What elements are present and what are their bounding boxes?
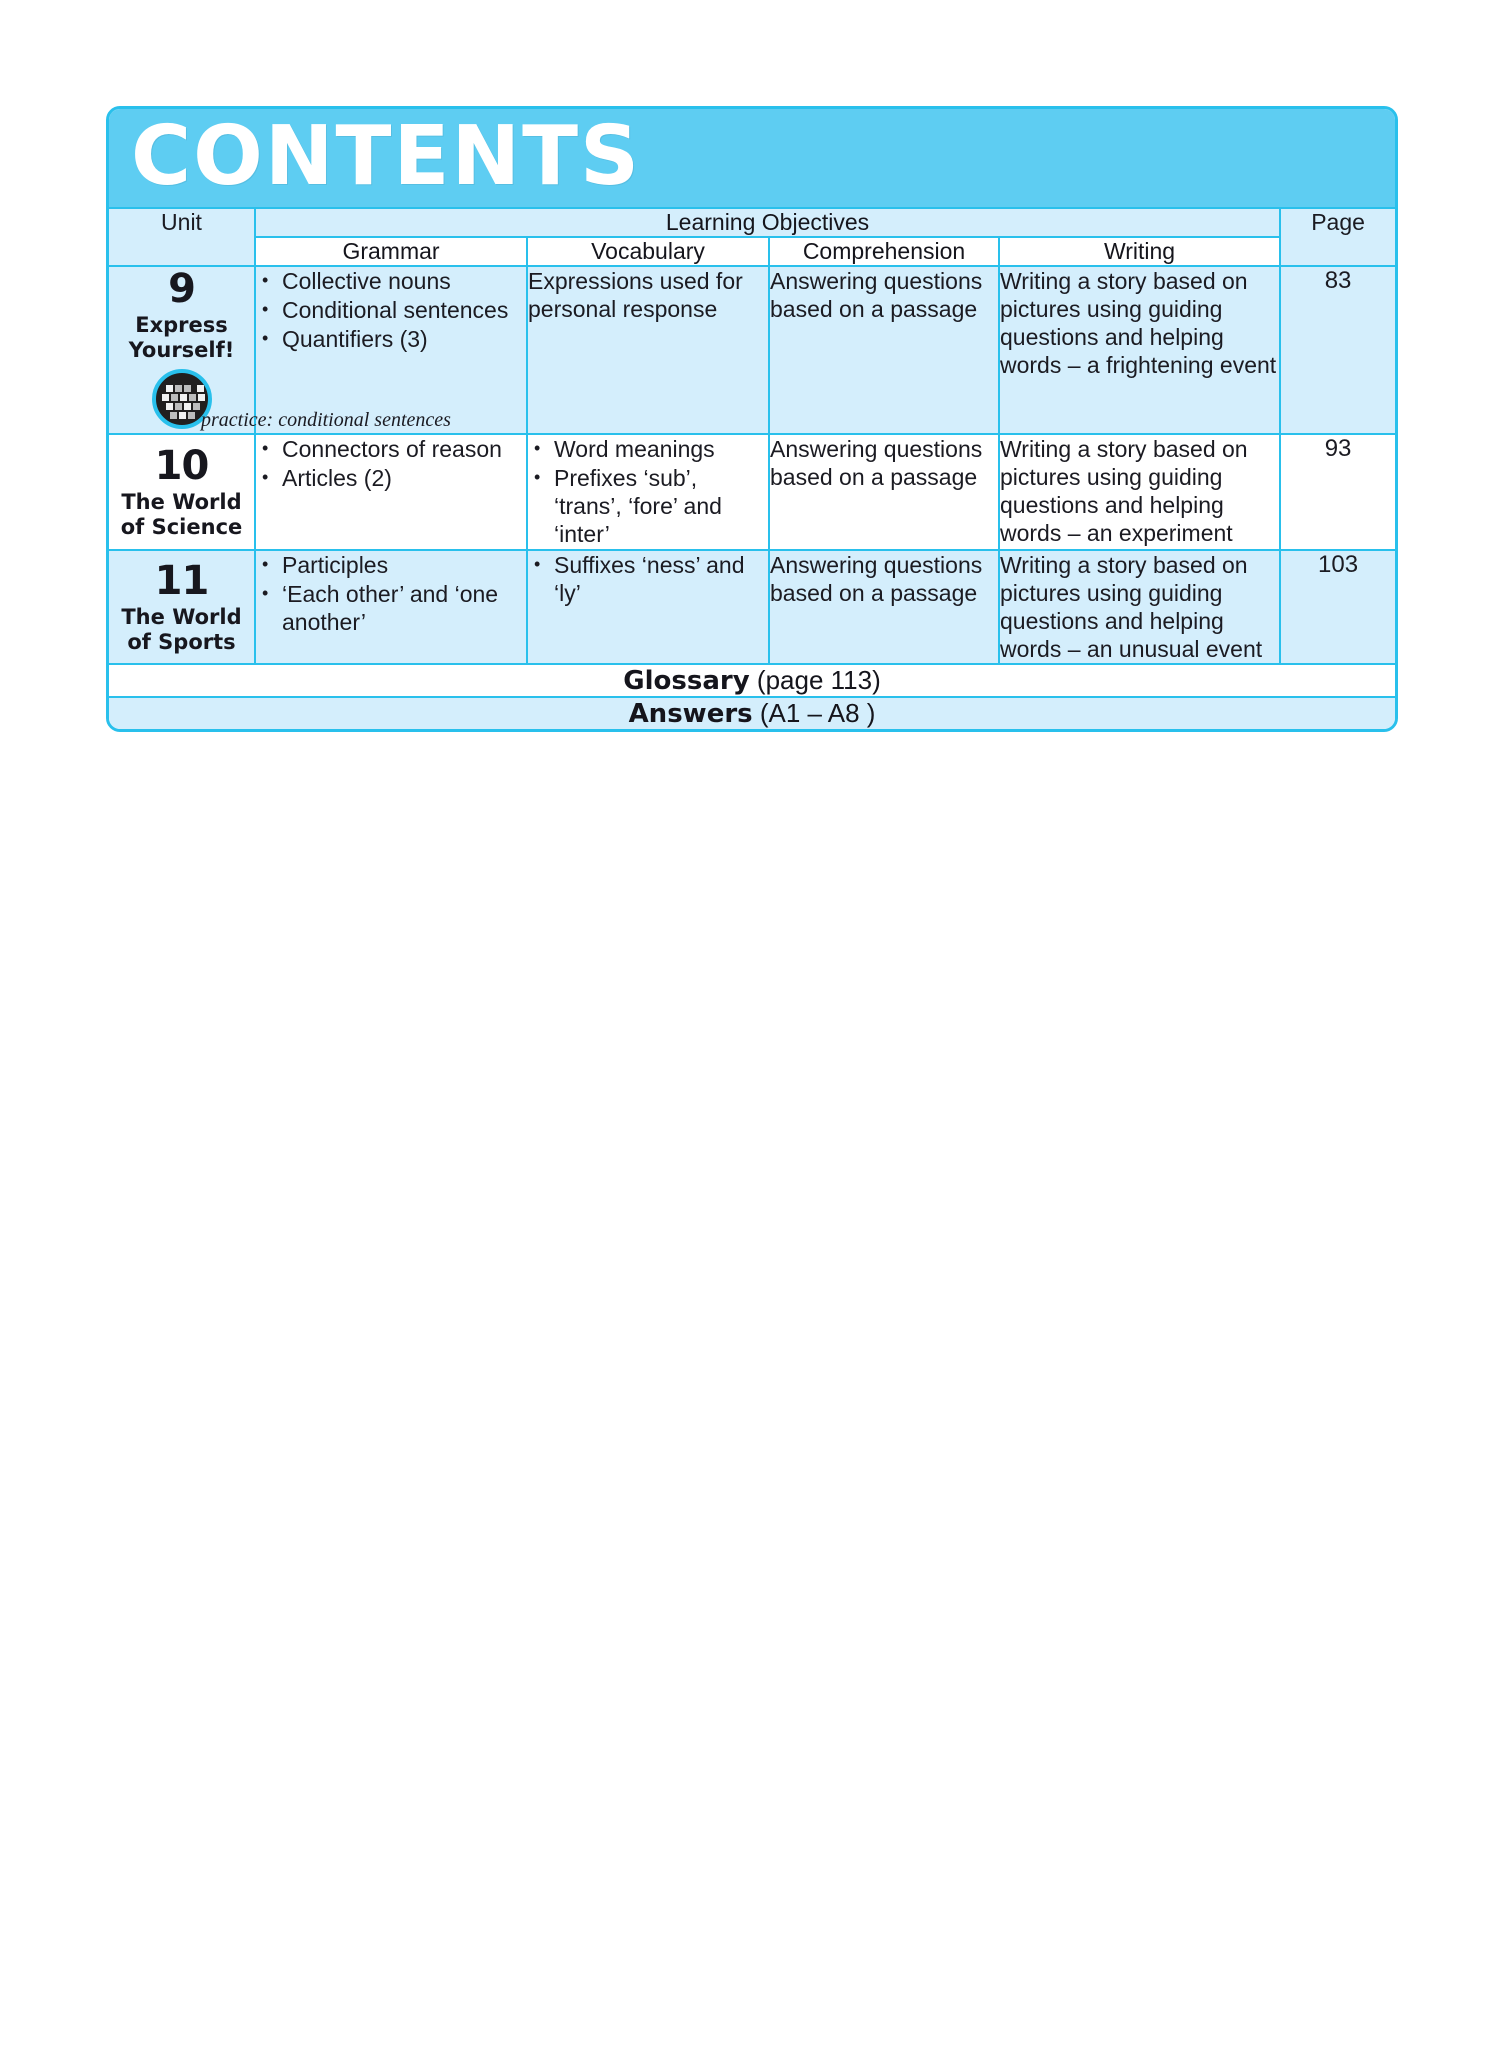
- glossary-label: Glossary: [623, 666, 750, 696]
- grammar-cell: [255, 550, 527, 664]
- table-row-glossary: [109, 664, 1395, 697]
- unit-title-line1: The World: [121, 605, 242, 629]
- unit-number: 10: [154, 443, 209, 489]
- unit-title-line2: Yourself!: [128, 338, 235, 362]
- unit-title-line2: of Sports: [127, 630, 236, 654]
- list-item: • Articles (2): [256, 464, 526, 492]
- page-number-cell: 93: [1280, 434, 1395, 550]
- header-vocabulary: Vocabulary: [527, 237, 769, 266]
- header-learning-objectives: Learning Objectives: [255, 208, 1280, 237]
- vocabulary-cell: [527, 550, 769, 664]
- comprehension-text: Answering questions based on a passage: [770, 436, 983, 490]
- unit-title-line1: Express: [135, 313, 228, 337]
- list-item: • ‘Each other’ and ‘one another’: [256, 580, 526, 636]
- list-item: • Word meanings: [528, 435, 768, 463]
- grammar-list: [256, 267, 526, 353]
- writing-cell: [999, 550, 1280, 664]
- writing-text: Writing a story based on pictures using guiding questions and helping words – an unusual event: [1000, 552, 1263, 662]
- page-title: CONTENTS: [131, 109, 642, 204]
- vocabulary-text: Expressions used for personal response: [528, 268, 743, 322]
- vocabulary-list: [528, 551, 768, 607]
- list-item: • Suffixes ‘ness’ and ‘ly’: [528, 551, 768, 607]
- comprehension-text: Answering questions based on a passage: [770, 268, 983, 322]
- writing-text: Writing a story based on pictures using guiding questions and helping words – an experiment: [1000, 436, 1248, 546]
- comprehension-cell: [769, 266, 999, 434]
- table-header-row-top: [109, 208, 1395, 237]
- answers-row: [109, 697, 1395, 729]
- contents-table: [109, 207, 1395, 729]
- unit-number: 9: [168, 266, 195, 312]
- grammar-list: [256, 435, 526, 492]
- list-item: • Conditional sentences: [256, 296, 526, 324]
- answers-range: (A1 – A8 ): [752, 698, 876, 728]
- list-item: • Connectors of reason: [256, 435, 526, 463]
- table-row: [109, 434, 1395, 550]
- comprehension-text: Answering questions based on a passage: [770, 552, 983, 606]
- header-writing: Writing: [999, 237, 1280, 266]
- practice-note: practice: conditional sentences: [201, 409, 451, 431]
- table-header-row-sub: [109, 237, 1395, 266]
- unit-number: 11: [154, 558, 209, 604]
- header-comprehension: Comprehension: [769, 237, 999, 266]
- header-page: Page: [1280, 208, 1395, 266]
- list-item: • Collective nouns: [256, 267, 526, 295]
- writing-cell: [999, 434, 1280, 550]
- unit-cell: [109, 434, 255, 550]
- header-grammar: Grammar: [255, 237, 527, 266]
- table-row: [109, 266, 1395, 434]
- glossary-page: (page 113): [749, 665, 881, 695]
- vocabulary-cell: [527, 266, 769, 434]
- page-number-cell: 103: [1280, 550, 1395, 664]
- answers-label: Answers: [628, 699, 753, 729]
- list-item: • Participles: [256, 551, 526, 579]
- header-unit: Unit: [109, 208, 255, 266]
- comprehension-cell: [769, 434, 999, 550]
- vocabulary-cell: [527, 434, 769, 550]
- writing-text: Writing a story based on pictures using guiding questions and helping words – a frightening event: [1000, 268, 1277, 378]
- vocabulary-list: [528, 435, 768, 548]
- table-body: [109, 266, 1395, 729]
- table-row: [109, 550, 1395, 664]
- comprehension-cell: [769, 550, 999, 664]
- contents-card: [106, 106, 1398, 732]
- list-item: • Prefixes ‘sub’, ‘trans’, ‘fore’ and ‘inter’: [528, 464, 768, 548]
- page-number-cell: 83: [1280, 266, 1395, 434]
- grammar-cell: [255, 434, 527, 550]
- unit-cell: [109, 550, 255, 664]
- glossary-row: [109, 664, 1395, 697]
- table-row-answers: [109, 697, 1395, 729]
- grammar-list: [256, 551, 526, 636]
- contents-banner: [109, 109, 1395, 207]
- unit-title-line1: The World: [121, 490, 242, 514]
- writing-cell: [999, 266, 1280, 434]
- unit-title-line2: of Science: [120, 515, 243, 539]
- list-item: • Quantifiers (3): [256, 325, 526, 353]
